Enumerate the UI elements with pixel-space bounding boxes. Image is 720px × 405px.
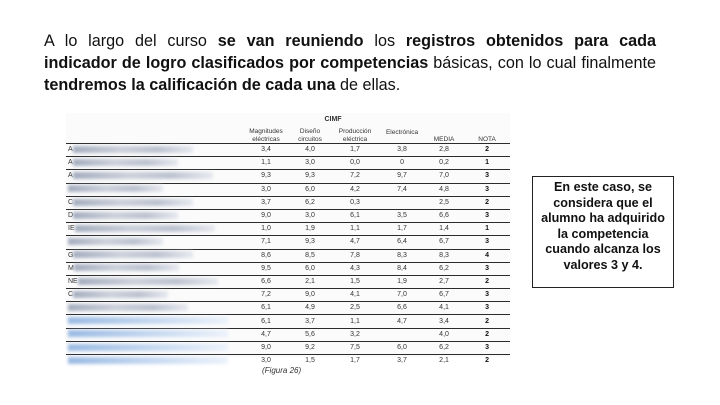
- figure-caption: (Figura 26): [262, 366, 302, 375]
- grade-cell: 3: [464, 170, 510, 183]
- redacted-name: [73, 172, 213, 179]
- redacted-name: [68, 344, 228, 351]
- redacted-name: [68, 317, 228, 324]
- score-cell: 6,1: [330, 209, 380, 222]
- score-cell: 8,3: [424, 249, 464, 262]
- student-name-cell: [66, 341, 242, 354]
- score-cell: 0,0: [330, 157, 380, 170]
- grades-table-image: [66, 113, 510, 365]
- redacted-name: [78, 278, 218, 285]
- score-cell: 3,4: [242, 144, 290, 157]
- score-cell: 9,0: [290, 289, 330, 302]
- intro-text-4: de ellas.: [335, 76, 401, 94]
- score-cell: 4,8: [424, 183, 464, 196]
- student-name-cell: [66, 249, 242, 262]
- score-cell: 3,7: [290, 315, 330, 328]
- grades-table: [66, 113, 510, 367]
- table-row: [66, 209, 510, 222]
- score-cell: 3,0: [290, 157, 330, 170]
- redacted-name: [68, 238, 163, 245]
- score-cell: 7,2: [330, 170, 380, 183]
- grade-cell: 1: [464, 157, 510, 170]
- table-row: [66, 144, 510, 157]
- score-cell: 3,7: [242, 196, 290, 209]
- score-cell: 9,3: [242, 170, 290, 183]
- table-row: [66, 183, 510, 196]
- grade-cell: 2: [464, 355, 510, 368]
- grade-cell: 2: [464, 275, 510, 288]
- redacted-name: [73, 159, 178, 166]
- col-header: Diseño circuitos: [298, 128, 322, 143]
- grade-cell: 2: [464, 315, 510, 328]
- score-cell: 3,0: [290, 209, 330, 222]
- score-cell: 3,0: [242, 355, 290, 368]
- score-cell: 2,5: [330, 302, 380, 315]
- score-cell: 6,7: [424, 236, 464, 249]
- score-cell: 4,7: [380, 315, 424, 328]
- score-cell: 6,1: [242, 315, 290, 328]
- score-cell: 7,0: [424, 170, 464, 183]
- score-cell: 1,4: [424, 223, 464, 236]
- redacted-name: [73, 146, 193, 153]
- score-cell: 3,4: [424, 315, 464, 328]
- student-name-cell: [66, 302, 242, 315]
- score-cell: 4,7: [242, 328, 290, 341]
- intro-bold-3: tendremos la calificación de cada una: [44, 76, 336, 94]
- callout-box: En este caso, se considera que el alumno ha adquirido la competencia cuando alcanza los valores 3 y 4.: [532, 176, 674, 288]
- score-cell: 4,7: [330, 236, 380, 249]
- redacted-name: [73, 251, 193, 258]
- score-cell: 6,0: [290, 183, 330, 196]
- redacted-name: [68, 330, 228, 337]
- score-cell: 6,7: [424, 289, 464, 302]
- student-initial: A: [68, 159, 73, 167]
- score-cell: 2,8: [424, 144, 464, 157]
- col-header: Magnitudes eléctricas: [249, 128, 283, 143]
- student-name-cell: [66, 355, 242, 368]
- score-cell: 7,8: [330, 249, 380, 262]
- score-cell: 8,6: [242, 249, 290, 262]
- grade-cell: 4: [464, 249, 510, 262]
- student-name-cell: [66, 236, 242, 249]
- student-initial: G: [68, 251, 74, 259]
- score-cell: 6,0: [290, 262, 330, 275]
- student-name-cell: [66, 262, 242, 275]
- table-row: [66, 249, 510, 262]
- intro-text-3: básicas, con lo cual finalmente: [428, 54, 657, 72]
- intro-bold-2: registros obtenidos para cada indicador de logro clasificados por competencias: [44, 32, 657, 72]
- student-name-cell: [66, 289, 242, 302]
- redacted-name: [68, 185, 163, 192]
- student-initial: C: [68, 198, 74, 206]
- score-cell: 1,7: [330, 355, 380, 368]
- score-cell: 9,0: [242, 341, 290, 354]
- score-cell: 0,2: [424, 157, 464, 170]
- score-cell: 2,1: [290, 275, 330, 288]
- score-cell: 8,5: [290, 249, 330, 262]
- student-name-cell: [66, 144, 242, 157]
- score-cell: 3,7: [380, 355, 424, 368]
- student-initial: D: [68, 212, 74, 220]
- grade-cell: 3: [464, 262, 510, 275]
- score-cell: 8,4: [380, 262, 424, 275]
- student-initial: C: [68, 291, 74, 299]
- score-cell: 9,3: [290, 236, 330, 249]
- score-cell: 4,0: [424, 328, 464, 341]
- score-cell: 6,2: [424, 262, 464, 275]
- table-row: [66, 275, 510, 288]
- score-cell: 7,1: [242, 236, 290, 249]
- score-cell: 4,3: [330, 262, 380, 275]
- score-cell: 6,1: [242, 302, 290, 315]
- student-initial: A: [68, 146, 73, 154]
- score-cell: 3,0: [242, 183, 290, 196]
- score-cell: 7,4: [380, 183, 424, 196]
- grade-cell: 3: [464, 236, 510, 249]
- grade-cell: 3: [464, 341, 510, 354]
- col-header: NOTA: [478, 135, 496, 143]
- score-cell: 1,9: [290, 223, 330, 236]
- grade-cell: 3: [464, 289, 510, 302]
- score-cell: 0,3: [330, 196, 380, 209]
- score-cell: 2,7: [424, 275, 464, 288]
- intro-bold-1: se van reuniendo: [217, 32, 364, 50]
- student-name-cell: [66, 183, 242, 196]
- score-cell: 3,8: [380, 144, 424, 157]
- student-name-cell: [66, 209, 242, 222]
- score-cell: 9,7: [380, 170, 424, 183]
- score-cell: 3,2: [330, 328, 380, 341]
- grade-cell: 3: [464, 183, 510, 196]
- score-cell: 2,1: [424, 355, 464, 368]
- band-label: CIMF: [324, 115, 342, 123]
- table-row: [66, 341, 510, 354]
- redacted-name: [73, 199, 193, 206]
- score-cell: [380, 196, 424, 209]
- intro-paragraph: [44, 30, 656, 96]
- redacted-name: [73, 212, 178, 219]
- grade-cell: 1: [464, 223, 510, 236]
- table-row: [66, 157, 510, 170]
- grade-cell: 3: [464, 302, 510, 315]
- redacted-name: [73, 291, 168, 298]
- intro-text-2: los: [363, 32, 406, 50]
- score-cell: 2,5: [424, 196, 464, 209]
- student-initial: A: [68, 172, 73, 180]
- score-cell: [380, 328, 424, 341]
- intro-text-1: A lo largo del curso: [44, 32, 218, 50]
- grade-cell: 2: [464, 144, 510, 157]
- score-cell: 4,0: [290, 144, 330, 157]
- score-cell: 1,1: [242, 157, 290, 170]
- table-row: [66, 236, 510, 249]
- student-initial: IE: [68, 225, 75, 233]
- score-cell: 0: [380, 157, 424, 170]
- table-row: [66, 315, 510, 328]
- student-name-cell: [66, 223, 242, 236]
- grade-cell: 3: [464, 209, 510, 222]
- score-cell: 7,0: [380, 289, 424, 302]
- score-cell: 4,1: [424, 302, 464, 315]
- score-cell: 1,1: [330, 223, 380, 236]
- student-name-cell: [66, 196, 242, 209]
- score-cell: 4,1: [330, 289, 380, 302]
- score-cell: 6,2: [290, 196, 330, 209]
- score-cell: 6,6: [242, 275, 290, 288]
- student-name-cell: [66, 275, 242, 288]
- table-row: [66, 328, 510, 341]
- score-cell: 1,1: [330, 315, 380, 328]
- score-cell: 8,3: [380, 249, 424, 262]
- score-cell: 9,0: [242, 209, 290, 222]
- table-row: [66, 262, 510, 275]
- table-row: [66, 289, 510, 302]
- score-cell: 1,5: [290, 355, 330, 368]
- student-name-cell: [66, 170, 242, 183]
- col-header: MEDIA: [433, 135, 455, 143]
- score-cell: 4,2: [330, 183, 380, 196]
- grade-cell: 2: [464, 328, 510, 341]
- redacted-name: [74, 264, 179, 271]
- score-cell: 1,7: [380, 223, 424, 236]
- table-row: [66, 170, 510, 183]
- score-cell: 1,0: [242, 223, 290, 236]
- col-header: Electrónica: [385, 129, 419, 137]
- score-cell: 6,6: [424, 209, 464, 222]
- redacted-name: [68, 357, 228, 364]
- col-header: Producción eléctrica: [338, 128, 372, 143]
- student-name-cell: [66, 315, 242, 328]
- student-initial: NE: [68, 277, 78, 285]
- score-cell: 4,9: [290, 302, 330, 315]
- grade-cell: 2: [464, 196, 510, 209]
- score-cell: 6,0: [380, 341, 424, 354]
- redacted-name: [75, 225, 215, 232]
- score-cell: 9,2: [290, 341, 330, 354]
- score-cell: 6,6: [380, 302, 424, 315]
- score-cell: 9,3: [290, 170, 330, 183]
- score-cell: 6,2: [424, 341, 464, 354]
- redacted-name: [68, 304, 188, 311]
- student-initial: M: [68, 264, 74, 272]
- student-name-cell: [66, 328, 242, 341]
- table-row: [66, 223, 510, 236]
- student-name-cell: [66, 157, 242, 170]
- score-cell: 7,5: [330, 341, 380, 354]
- table-row: [66, 196, 510, 209]
- score-cell: 9,5: [242, 262, 290, 275]
- table-row: [66, 302, 510, 315]
- score-cell: 6,4: [380, 236, 424, 249]
- score-cell: 1,7: [330, 144, 380, 157]
- score-cell: 3,5: [380, 209, 424, 222]
- score-cell: 7,2: [242, 289, 290, 302]
- score-cell: 1,9: [380, 275, 424, 288]
- score-cell: 1,5: [330, 275, 380, 288]
- score-cell: 5,6: [290, 328, 330, 341]
